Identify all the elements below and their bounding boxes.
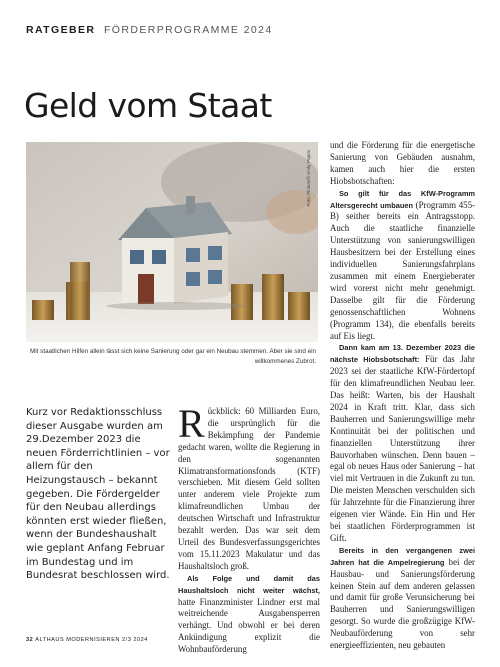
body-paragraph-4: So gilt für das KfW-Programm Altersgerecht umbauen (Programm 455-B) seither bereits ein Antragsstopp. Auch die staatliche finanzielle Unterstützung von sanierungswilligen Hausbesitzern bei der Erstellung eines individuellen Sanierungsfahrplans zusammen mit einem Energieberater wird vorerst nicht mehr genehmigt. Dasselbe gilt für die Förderung genossenschaftlichen Wohnens (Programm 134), die ebenfalls bereits auf Eis liegt. [330, 188, 475, 341]
house-coins-photo [26, 142, 318, 342]
body-column-1 [178, 401, 320, 656]
page-number: 32 [26, 637, 34, 643]
body-paragraph-3: und die Förderung für die energetische Sanierung von Gebäuden ausnahm, kamen auch hier die ersten Hiobsbotschaften: [330, 140, 475, 186]
body-paragraph-2: Als Folge und damit das Haushaltsloch nicht weiter wächst, hatte Finanzminister Lindner erst mal weitreichende Ausgabensperren verhängt. Und obwohl er bei deren Ankündigung explizit die Wohnbauförderung [178, 573, 320, 655]
headline: Geld vom Staat [24, 86, 272, 125]
body-paragraph-5: Dann kam am 13. Dezember 2023 die nächste Hiobsbotschaft: Für das Jahr 2023 sei der staatliche KfW-Fördertopf für den klimafreundlichen Neubau leer. Das heißt: Warten, bis der Haushalt 2024 in Kraft tritt. Klar, dass sich Bauherren und Sanierungswillige mehr Kontinuität bei der politischen und finanziellen Unterstützung ihrer Bauvorhaben wünschen. Denn bauen – egal ob neues Haus oder Sanierung – hat viel mit Vertrauen in die Zukunft zu tun. Die meisten Menschen verschulden sich für Jahrzehnte für die Finanzierung ihrer eigenen vier Wände. Ein Hin und Her bei staatlichen Förderprogrammen ist Gift. [330, 343, 475, 543]
photo-caption: Mit staatlichen Hilfen allein lässt sich keine Sanierung oder gar ein Neubau stemmen. Aber sie sind ein willkommenes Zubrot. [30, 348, 316, 365]
photo-credit: Foto: Picture/© Andy Popov [306, 150, 311, 207]
issue-label: 2/3 2024 [122, 637, 148, 643]
section-rubric [26, 24, 273, 36]
page-footer [26, 637, 148, 643]
drop-cap: R [178, 401, 205, 446]
body-paragraph-6: Bereits in den vergangenen zwei Jahren hat die Ampelregierung bei der Hausbau- und Sanierungsförderung keinen Stein auf dem anderen gelassen und damit für große Verunsicherung bei Bauherren und Sanierungswilligen gesorgt. So wurde die großzügige KfW-Neubauförderung von sehr energieeffizienten, neu gebauten [330, 545, 475, 651]
house-coins-illustration [26, 142, 318, 342]
magazine-name: ALTHAUS MODERNISIEREN [35, 637, 120, 643]
section-label: RATGEBER [26, 24, 96, 36]
intro-paragraph: Kurz vor Redaktionsschluss dieser Ausgabe wurden am 29.Dezember 2023 die neuen Förderrichtlinien – vor allem für den Heizungstausch – bekannt gegeben. Die Fördergelder für den Neubau allerdings könnten erst wieder fließen, wenn der Bundeshaushalt wie geplant Anfang Februar im Bundestag und im Bundesrat beschlossen wird. [26, 407, 170, 582]
topic-label: FÖRDERPROGRAMME 2024 [103, 24, 273, 36]
body-paragraph-1: Rückblick: 60 Milliarden Euro, die ursprünglich für die Bekämpfung der Pandemie gedacht waren, wollte die Regierung in den sogenannten Klimatransformationsfonds (KTF) verschieben. Mit diesem Geld sollten unter anderem viele Projekte zum klimafreundlichen Umbau der deutschen Wirtschaft und Infrastruktur bezahlt werden. Das war seit dem Urteil des Bundesverfassungsgerichtes vom 15.11.2023 Makulatur und das Haushaltsloch groß. [178, 401, 320, 571]
body-column-2 [330, 140, 475, 652]
